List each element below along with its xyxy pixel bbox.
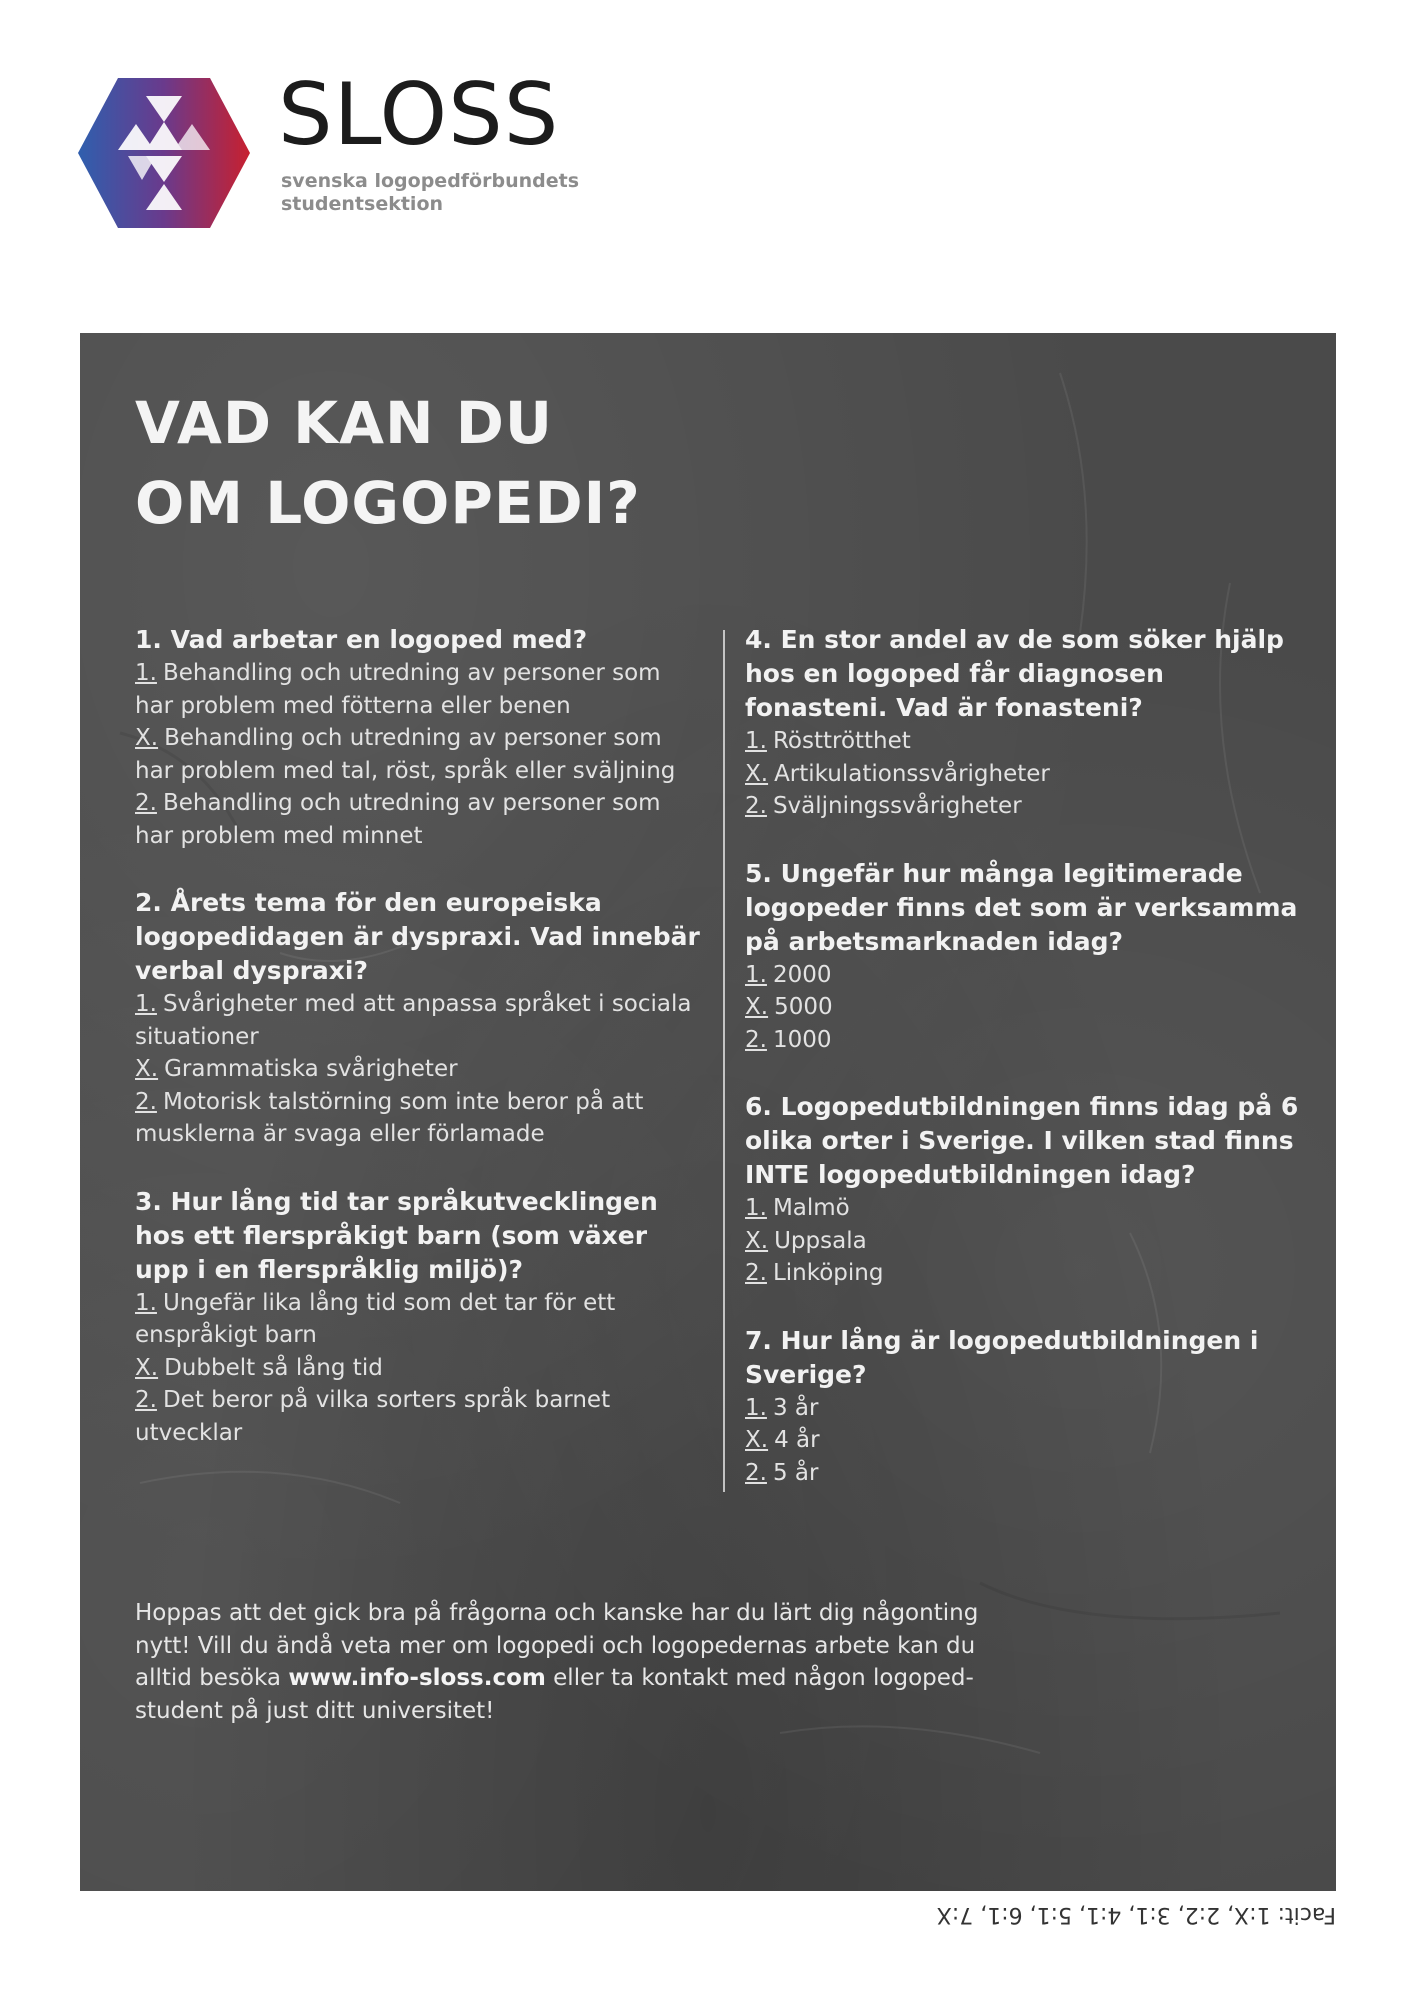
option-key: 1. bbox=[745, 728, 767, 754]
title-line-2: OM LOGOPEDI? bbox=[135, 469, 641, 537]
option bbox=[745, 1225, 1305, 1258]
option bbox=[135, 1352, 705, 1385]
option-text: Artikulationssvårigheter bbox=[774, 760, 1050, 787]
option-text: 4 år bbox=[774, 1427, 820, 1453]
option-text: 3 år bbox=[772, 1394, 819, 1421]
option bbox=[745, 1192, 1305, 1225]
option-text: Dubbelt så lång tid bbox=[164, 1354, 383, 1381]
option-text: Svårigheter med att anpassa språket i sociala situationer bbox=[135, 991, 692, 1050]
questions-left-column bbox=[135, 623, 705, 1483]
option bbox=[135, 988, 705, 1053]
option-key: 2. bbox=[745, 793, 767, 819]
option-key: 1. bbox=[745, 961, 767, 988]
option-key: 1. bbox=[135, 1289, 157, 1316]
option-key: X. bbox=[745, 760, 769, 787]
option-key: 1. bbox=[745, 1394, 767, 1421]
option bbox=[135, 1053, 705, 1086]
title-line-1: VAD KAN DU bbox=[135, 389, 553, 457]
option bbox=[745, 1024, 1305, 1057]
option-text: Ungefär lika lång tid som det tar för ett enspråkigt barn bbox=[135, 1289, 616, 1348]
option-key: 2. bbox=[745, 1459, 767, 1486]
question-2 bbox=[135, 886, 705, 1151]
option-text: Behandling och utredning av personer som har problem med fötterna eller benen bbox=[135, 660, 661, 719]
option bbox=[745, 1457, 1305, 1490]
option bbox=[135, 1287, 705, 1352]
option bbox=[135, 1384, 705, 1449]
option bbox=[745, 758, 1305, 791]
closing-text-end: eller ta kontakt med någon logoped-student på just ditt universitet! bbox=[135, 1665, 974, 1724]
option-text: 1000 bbox=[772, 1026, 832, 1053]
question-1 bbox=[135, 623, 705, 852]
option-key: X. bbox=[135, 1056, 159, 1082]
option bbox=[745, 1257, 1305, 1290]
brand-name: SLOSS bbox=[278, 65, 560, 165]
option-text: 5 år bbox=[772, 1459, 819, 1486]
option bbox=[135, 1086, 705, 1151]
option bbox=[135, 657, 705, 722]
option-text: Det beror på vilka sorters språk barnet utvecklar bbox=[135, 1387, 611, 1446]
option-key: 2. bbox=[135, 1387, 157, 1413]
answer-key: Facit: 1:X, 2:2, 3:1, 4:1, 5:1, 6:1, 7:X bbox=[936, 1902, 1336, 1927]
question-text: 1. Vad arbetar en logoped med? bbox=[135, 625, 588, 654]
option-key: X. bbox=[745, 1427, 769, 1453]
option-text: Motorisk talstörning som inte beror på att musklerna är svaga eller förlamade bbox=[135, 1088, 644, 1147]
option-text: 2000 bbox=[772, 961, 832, 988]
column-divider bbox=[723, 630, 725, 1492]
option-text: Behandling och utredning av personer som har problem med minnet bbox=[135, 790, 661, 849]
question-5 bbox=[745, 857, 1305, 1057]
option-key: X. bbox=[135, 725, 159, 751]
option bbox=[745, 725, 1305, 758]
chalkboard bbox=[80, 333, 1336, 1891]
question-3 bbox=[135, 1185, 705, 1450]
option-text: Rösttrötthet bbox=[772, 728, 911, 754]
option-text: Behandling och utredning av personer som har problem med tal, röst, språk eller sväljning bbox=[135, 725, 676, 784]
option bbox=[135, 787, 705, 852]
option-key: 1. bbox=[745, 1195, 767, 1221]
question-text: 5. Ungefär hur många legitimerade logopeder finns det som är verksamma på arbetsmarknaden idag? bbox=[745, 858, 1298, 956]
option-text: Grammatiska svårigheter bbox=[164, 1056, 458, 1082]
option bbox=[745, 1424, 1305, 1457]
option-key: 2. bbox=[745, 1026, 767, 1053]
question-text: 6. Logopedutbildningen finns idag på 6 olika orter i Sverige. I vilken stad finns INTE logopedutbildningen idag? bbox=[745, 1092, 1299, 1189]
brand-subtitle: svenska logopedförbundets studentsektion bbox=[281, 170, 580, 215]
option-text: Malmö bbox=[772, 1195, 850, 1221]
question-6 bbox=[745, 1090, 1305, 1290]
closing-paragraph bbox=[135, 1597, 1035, 1727]
option-key: X. bbox=[745, 1227, 769, 1254]
questions-right-column bbox=[745, 623, 1305, 1523]
option bbox=[745, 790, 1305, 823]
option bbox=[745, 991, 1305, 1024]
option bbox=[135, 722, 705, 787]
sloss-logo-icon bbox=[78, 78, 250, 228]
option-key: 1. bbox=[135, 660, 157, 686]
website-link[interactable]: www.info-sloss.com bbox=[288, 1665, 546, 1691]
question-text: 3. Hur lång tid tar språkutvecklingen hos ett flerspråkigt barn (som växer upp i en flerspråklig miljö)? bbox=[135, 1186, 658, 1284]
option-text: Uppsala bbox=[774, 1227, 867, 1254]
question-text: 7. Hur lång är logopedutbildningen i Sverige? bbox=[745, 1325, 1259, 1389]
question-4 bbox=[745, 623, 1305, 823]
page-title bbox=[135, 383, 641, 543]
closing-text-start: Hoppas att det gick bra på frågorna och kanske har du lärt dig någonting nytt! Vill du ändå veta mer om logopedi och logopedernas arbete kan du alltid besöka bbox=[135, 1600, 979, 1691]
option-text: Sväljningssvårigheter bbox=[772, 793, 1022, 819]
question-text: 2. Årets tema för den europeiska logopedidagen är dyspraxi. Vad innebär verbal dyspraxi? bbox=[135, 888, 700, 985]
option-key: 2. bbox=[135, 790, 157, 816]
option-key: 2. bbox=[745, 1260, 767, 1286]
option bbox=[745, 959, 1305, 992]
option-text: Linköping bbox=[772, 1260, 884, 1286]
option-text: 5000 bbox=[774, 994, 833, 1020]
option bbox=[745, 1392, 1305, 1425]
option-key: 2. bbox=[135, 1088, 157, 1115]
question-7 bbox=[745, 1324, 1305, 1490]
option-key: 1. bbox=[135, 991, 157, 1017]
option-key: X. bbox=[135, 1354, 159, 1381]
question-text: 4. En stor andel av de som söker hjälp hos en logoped får diagnosen fonasteni. Vad är fonasteni? bbox=[745, 625, 1284, 722]
option-key: X. bbox=[745, 994, 769, 1020]
